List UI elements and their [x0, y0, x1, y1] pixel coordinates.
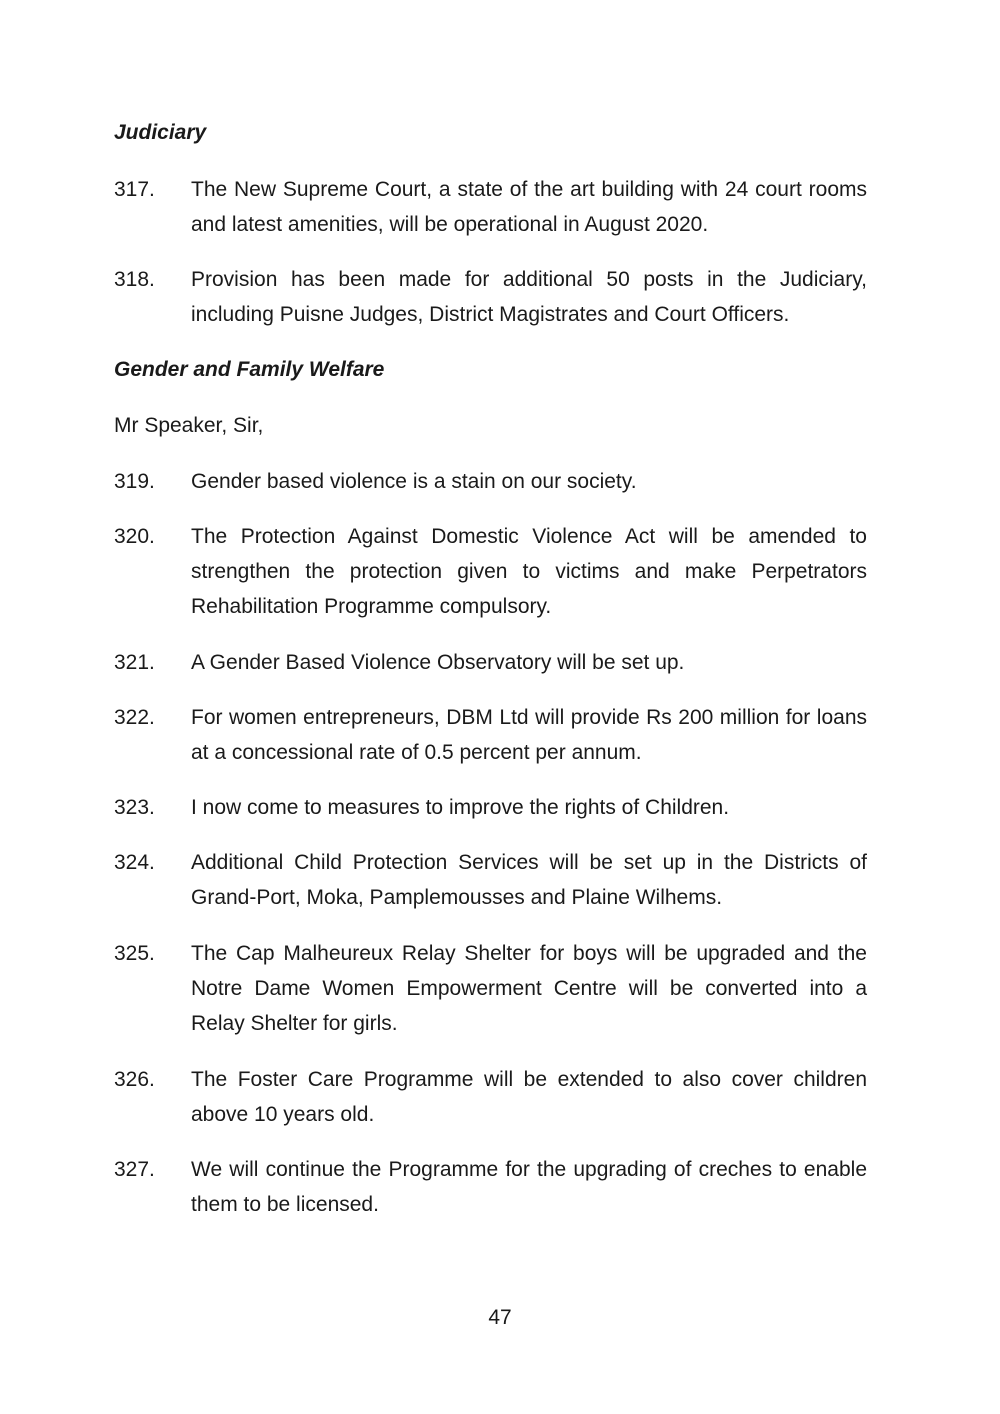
paragraph-number: 317.	[114, 178, 155, 201]
paragraph-text: The Foster Care Programme will be extended to also cover children above 10 years old.	[191, 1068, 867, 1126]
paragraph-text: For women entrepreneurs, DBM Ltd will provide Rs 200 million for loans at a concessional rate of 0.5 percent per annum.	[191, 706, 867, 764]
paragraph-321	[114, 645, 867, 680]
paragraph-320	[114, 519, 867, 624]
paragraph-text: The Cap Malheureux Relay Shelter for boys will be upgraded and the Notre Dame Women Empowerment Centre will be converted into a Relay Shelter for girls.	[191, 942, 867, 1035]
paragraph-323	[114, 790, 867, 825]
paragraph-319	[114, 464, 867, 499]
paragraph-number: 325.	[114, 942, 155, 965]
paragraph-325	[114, 936, 867, 1041]
paragraph-number: 321.	[114, 651, 155, 674]
paragraph-number: 318.	[114, 268, 155, 291]
paragraph-324	[114, 845, 867, 915]
paragraph-number: 326.	[114, 1068, 155, 1091]
paragraph-text: The Protection Against Domestic Violence Act will be amended to strengthen the protection given to victims and make Perpetrators Rehabilitation Programme compulsory.	[191, 525, 867, 618]
paragraph-number: 323.	[114, 796, 155, 819]
section-heading-gender-family-welfare: Gender and Family Welfare	[114, 358, 385, 381]
paragraph-text: A Gender Based Violence Observatory will be set up.	[191, 651, 685, 674]
paragraph-317	[114, 172, 867, 242]
paragraph-text: Gender based violence is a stain on our society.	[191, 470, 637, 493]
salutation: Mr Speaker, Sir,	[114, 414, 264, 437]
paragraph-number: 322.	[114, 706, 155, 729]
paragraph-326	[114, 1062, 867, 1132]
paragraph-number: 320.	[114, 525, 155, 548]
paragraph-text: I now come to measures to improve the rights of Children.	[191, 796, 730, 819]
page-number: 47	[488, 1306, 512, 1329]
paragraph-number: 324.	[114, 851, 155, 874]
paragraph-text: We will continue the Programme for the upgrading of creches to enable them to be licensed.	[191, 1158, 867, 1216]
paragraph-text: Provision has been made for additional 50 posts in the Judiciary, including Puisne Judges, District Magistrates and Court Officers.	[191, 268, 867, 326]
paragraph-number: 319.	[114, 470, 155, 493]
paragraph-text: Additional Child Protection Services will be set up in the Districts of Grand-Port, Moka, Pamplemousses and Plaine Wilhems.	[191, 851, 867, 909]
paragraph-number: 327.	[114, 1158, 155, 1181]
section-heading-judiciary: Judiciary	[114, 121, 207, 144]
paragraph-318	[114, 262, 867, 332]
paragraph-text: The New Supreme Court, a state of the art building with 24 court rooms and latest amenities, will be operational in August 2020.	[191, 178, 867, 236]
paragraph-322	[114, 700, 867, 770]
paragraph-327	[114, 1152, 867, 1222]
